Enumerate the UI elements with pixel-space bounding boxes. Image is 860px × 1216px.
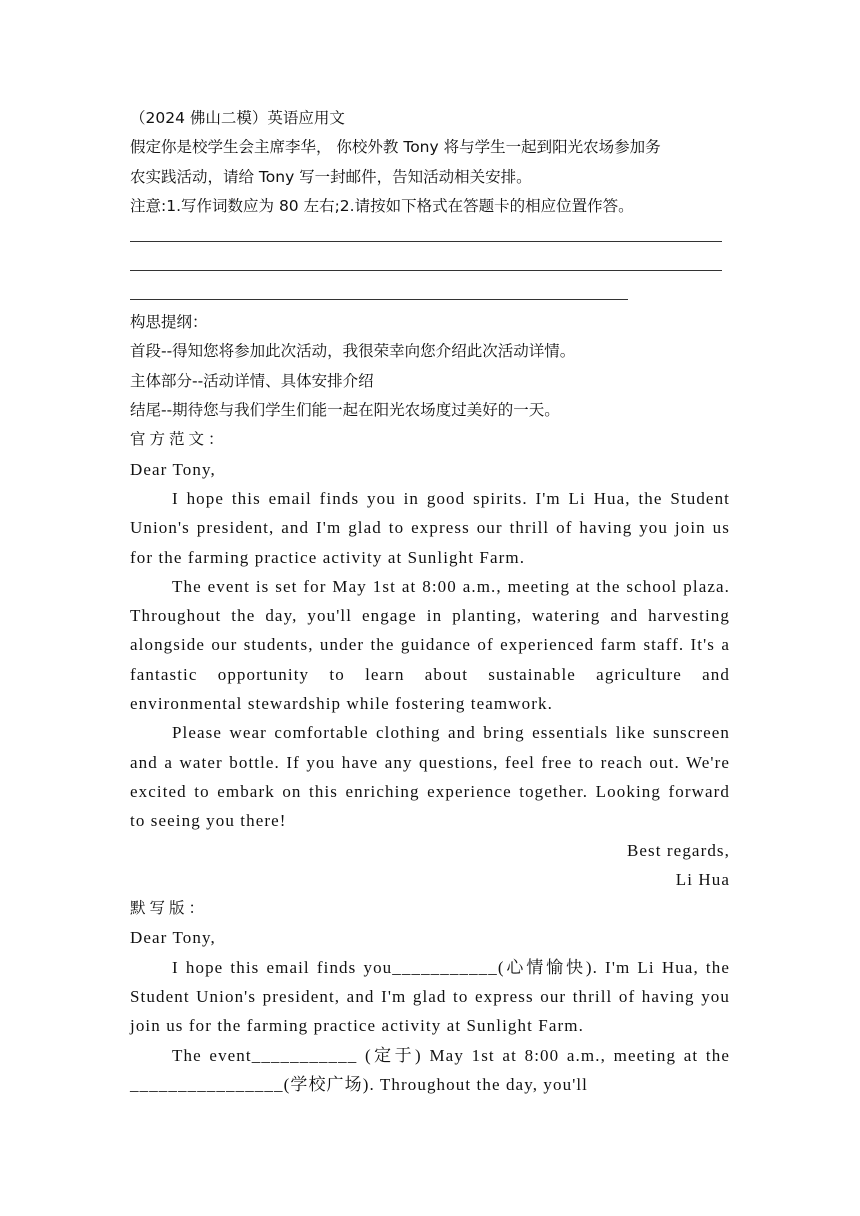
dictation-label: 默写版：: [130, 899, 209, 918]
outline-opening: 首段--得知您将参加此次活动，我很荣幸向您介绍此次活动详情。: [130, 342, 576, 361]
task-description-line-2: 农实践活动，请给 Tony 写一封邮件，告知活动相关安排。: [130, 167, 532, 186]
sample-closing: Best regards,: [626, 840, 730, 860]
dictation-paragraph-1: I hope this email finds you___________(心情愉快). I'm Li Hua, the Student Union's president, and I'm glad to express our thrill of having you join us for the farming practice activity at Sunlight Farm.: [130, 957, 730, 1036]
dictation-essay: [130, 923, 730, 1099]
dictation-paragraph-2: The event___________ (定于) May 1st at 8:00 a.m., meeting at the ________________(学校广场). Throughout the day, you'll: [130, 1045, 730, 1094]
document-title: （2024 佛山二模）英语应用文: [130, 109, 345, 127]
document-page: [130, 104, 730, 1099]
sample-essay: [130, 455, 730, 894]
sample-paragraph-3: Please wear comfortable clothing and bring essentials like sunscreen and a water bottle. If you have any questions, feel free to reach out. We're excited to embark on this enriching experience together. Looking forward to seeing you there!: [130, 723, 730, 831]
sample-essay-label: 官方范文：: [130, 430, 228, 449]
answer-blank-line-2: [130, 250, 730, 279]
answer-blank-line-1: [130, 221, 730, 250]
answer-blank-line-3: [130, 279, 730, 308]
sample-paragraph-1: I hope this email finds you in good spirits. I'm Li Hua, the Student Union's president, and I'm glad to express our thrill of having you join us for the farming practice activity at Sunlight Farm.: [130, 488, 730, 567]
outline-ending: 结尾--期待您与我们学生们能一起在阳光农场度过美好的一天。: [130, 401, 560, 420]
sample-paragraph-2: The event is set for May 1st at 8:00 a.m., meeting at the school plaza. Throughout the day, you'll engage in planting, watering and harvesting alongside our students, under the guidance of experienced farm staff. It's a fantastic opportunity to learn about sustainable agriculture and environmental stewardship while fostering teamwork.: [130, 576, 730, 714]
writing-note: 注意:1.写作词数应为 80 左右;2.请按如下格式在答题卡的相应位置作答。: [130, 196, 634, 215]
outline-title: 构思提纲：: [130, 313, 208, 332]
sample-signature: Li Hua: [675, 869, 730, 889]
dictation-greeting: Dear Tony,: [130, 928, 216, 948]
task-description-line-1: 假定你是校学生会主席李华， 你校外教 Tony 将与学生一起到阳光农场参加务: [130, 138, 661, 157]
sample-greeting: Dear Tony,: [130, 459, 216, 479]
outline-body: 主体部分--活动详情、具体安排介绍: [130, 371, 374, 390]
